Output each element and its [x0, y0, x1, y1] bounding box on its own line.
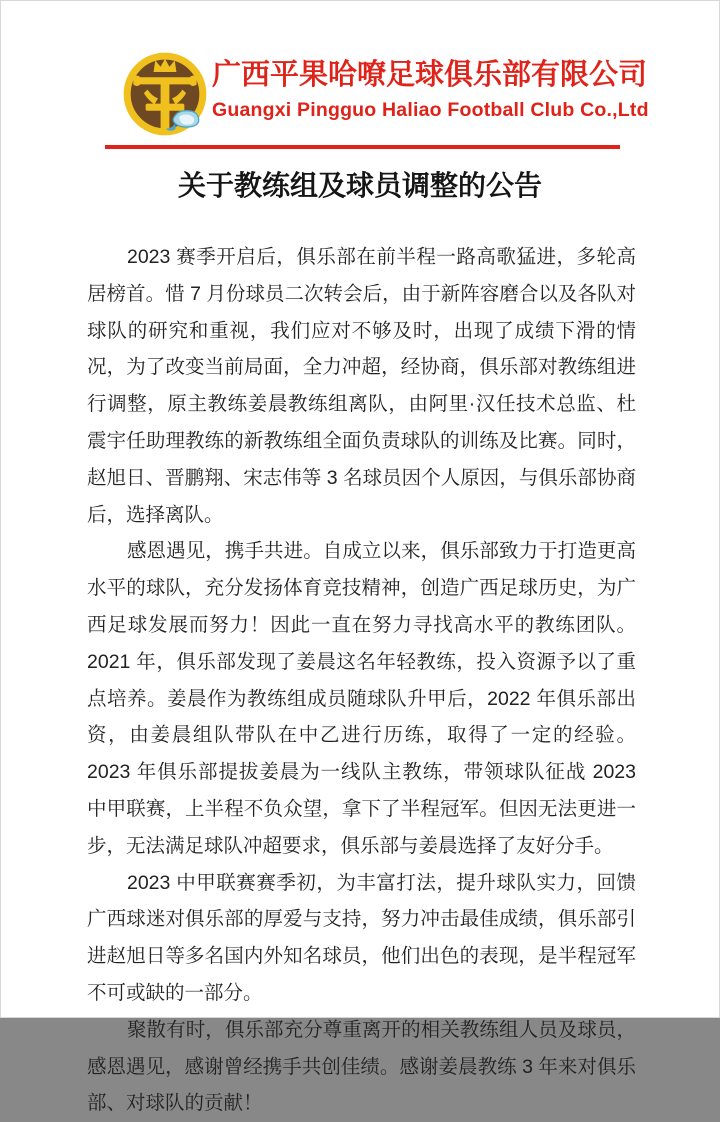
header-divider: [105, 145, 620, 149]
announcement-paragraph: 2023 中甲联赛赛季初，为丰富打法，提升球队实力，回馈广西球迷对俱乐部的厚爱与支持，努力冲击最佳成绩，俱乐部引进赵旭日等多名国内外知名球员，他们出色的表现，是半程冠军不可或缺的一部分。: [87, 871, 636, 1004]
announcement-paragraph: 聚散有时，俱乐部充分尊重离开的相关教练组人员及球员，感恩遇见，感谢曾经携手共创佳绩。感谢姜晨教练 3 年来对俱乐部、对球队的贡献！: [87, 1018, 636, 1115]
club-crest-icon: [121, 49, 209, 139]
club-name-zh: 广西平果哈嘹足球俱乐部有限公司: [212, 59, 648, 91]
announcement-paragraph: 感恩遇见，携手共进。自成立以来，俱乐部致力于打造更高水平的球队，充分发扬体育竞技精神，创造广西足球历史，为广西足球发展而努力！因此一直在努力寻找高水平的教练团队。2021 年，俱乐部发现了姜晨这名年轻教练，投入资源予以了重点培养。姜晨作为教练组成员随球队升甲后，2022 年俱乐部出资，由姜晨组队带队在中乙进行历练，取得了一定的经验。2023 年俱乐部提拔姜晨为一线队主教练，带领球队征战 2023 中甲联赛，上半程不负众望，拿下了半程冠军。但因无法更进一步，无法满足球队冲超要求，俱乐部与姜晨选择了友好分手。: [87, 540, 636, 857]
announcement-body: [87, 239, 636, 1122]
club-header: [212, 55, 649, 125]
announcement-paragraph: 2023 赛季开启后，俱乐部在前半程一路高歌猛进，多轮高居榜首。惜 7 月份球员二次转会后，由于新阵容磨合以及各队对球队的研究和重视，我们应对不够及时，出现了成绩下滑的情况，为了改变当前局面，全力冲超，经协商，俱乐部对教练组进行调整，原主教练姜晨教练组离队，由阿里·汉任技术总监、杜震宇任助理教练的新教练组全面负责球队的训练及比赛。同时，赵旭日、晋鹏翔、宋志伟等 3 名球员因个人原因，与俱乐部协商后，选择离队。: [87, 246, 636, 526]
club-name-en: Guangxi Pingguo Haliao Football Club Co.,Ltd: [212, 99, 649, 121]
announcement-title: 关于教练组及球员调整的公告: [177, 170, 542, 201]
